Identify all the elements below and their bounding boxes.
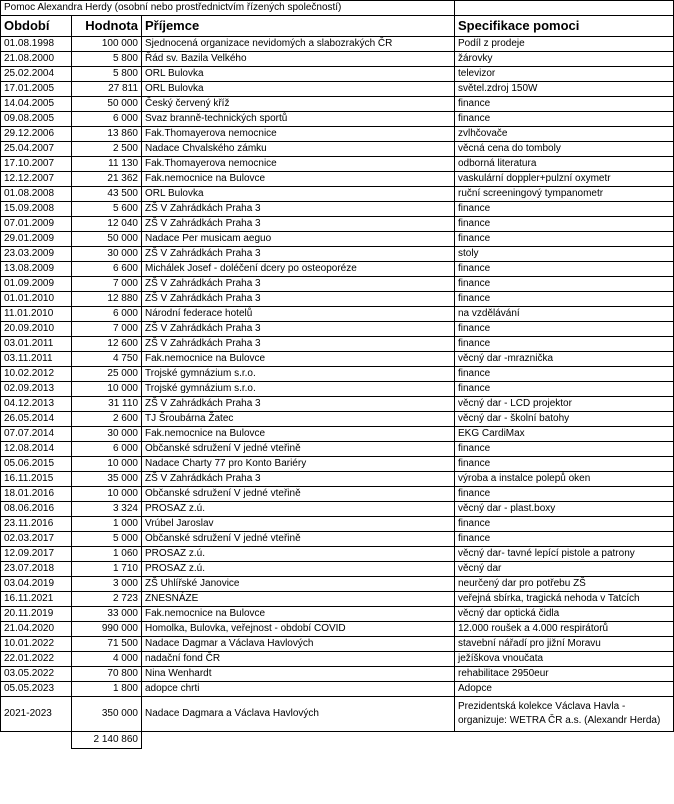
cell-value: 11 130 [72, 157, 142, 172]
cell-value: 13 860 [72, 127, 142, 142]
cell-spec: věcná cena do tomboly [455, 142, 674, 157]
cell-value: 7 000 [72, 322, 142, 337]
table-row [1, 457, 674, 472]
cell-period: 12.12.2007 [1, 172, 72, 187]
cell-recipient: ZŠ V Zahrádkách Praha 3 [142, 322, 455, 337]
cell-spec: žárovky [455, 52, 674, 67]
cell-value: 350 000 [72, 697, 142, 732]
cell-recipient: ORL Bulovka [142, 82, 455, 97]
table-row [1, 622, 674, 637]
cell-value: 1 710 [72, 562, 142, 577]
cell-value: 10 000 [72, 382, 142, 397]
cell-spec: Podíl z prodeje [455, 37, 674, 52]
cell-spec: věcný dar - školní batohy [455, 412, 674, 427]
cell-recipient: Homolka, Bulovka, veřejnost - období COVID [142, 622, 455, 637]
cell-value: 100 000 [72, 37, 142, 52]
cell-value: 5 800 [72, 52, 142, 67]
cell-period: 01.09.2009 [1, 277, 72, 292]
cell-value: 30 000 [72, 427, 142, 442]
cell-recipient: nadační fond ČR [142, 652, 455, 667]
cell-period: 05.05.2023 [1, 682, 72, 697]
cell-recipient: ZŠ V Zahrádkách Praha 3 [142, 292, 455, 307]
cell-period: 23.03.2009 [1, 247, 72, 262]
cell-recipient: Občanské sdružení V jedné vteřině [142, 487, 455, 502]
cell-recipient: Nadace Charty 77 pro Konto Bariéry [142, 457, 455, 472]
cell-value: 25 000 [72, 367, 142, 382]
cell-value: 6 000 [72, 442, 142, 457]
cell-value: 6 000 [72, 112, 142, 127]
cell-recipient: PROSAZ z.ú. [142, 547, 455, 562]
cell-period: 10.02.2012 [1, 367, 72, 382]
cell-recipient: ZŠ V Zahrádkách Praha 3 [142, 397, 455, 412]
cell-period: 15.09.2008 [1, 202, 72, 217]
cell-value: 12 880 [72, 292, 142, 307]
table-row [1, 322, 674, 337]
cell-spec: stavební nářadí pro jižní Moravu [455, 637, 674, 652]
cell-recipient: ORL Bulovka [142, 187, 455, 202]
cell-recipient: adopce chrti [142, 682, 455, 697]
cell-recipient: ZŠ V Zahrádkách Praha 3 [142, 247, 455, 262]
cell-period: 17.10.2007 [1, 157, 72, 172]
cell-value: 7 000 [72, 277, 142, 292]
cell-recipient: Fak.nemocnice na Bulovce [142, 172, 455, 187]
cell-period: 03.01.2011 [1, 337, 72, 352]
table-row [1, 472, 674, 487]
cell-value: 5 600 [72, 202, 142, 217]
cell-value: 2 723 [72, 592, 142, 607]
cell-period: 17.01.2005 [1, 82, 72, 97]
table-row [1, 202, 674, 217]
total-blank-cell [142, 732, 674, 749]
cell-spec: finance [455, 232, 674, 247]
cell-period: 20.11.2019 [1, 607, 72, 622]
cell-spec: 12.000 roušek a 4.000 respirátorů [455, 622, 674, 637]
table-row [1, 127, 674, 142]
cell-value: 12 040 [72, 217, 142, 232]
cell-period: 12.08.2014 [1, 442, 72, 457]
cell-recipient: Fak.nemocnice na Bulovce [142, 607, 455, 622]
cell-spec: světel.zdroj 150W [455, 82, 674, 97]
cell-spec: výroba a instalce polepů oken [455, 472, 674, 487]
cell-value: 70 800 [72, 667, 142, 682]
cell-spec: rehabilitace 2950eur [455, 667, 674, 682]
cell-value: 12 600 [72, 337, 142, 352]
cell-spec: na vzdělávání [455, 307, 674, 322]
cell-spec: finance [455, 97, 674, 112]
cell-spec: finance [455, 277, 674, 292]
cell-value: 990 000 [72, 622, 142, 637]
cell-period: 21.04.2020 [1, 622, 72, 637]
total-blank-cell [1, 732, 72, 749]
cell-recipient: Nadace Per musicam aeguo [142, 232, 455, 247]
table-row [1, 397, 674, 412]
table-row [1, 652, 674, 667]
table-row [1, 142, 674, 157]
cell-recipient: Národní federace hotelů [142, 307, 455, 322]
cell-value: 3 324 [72, 502, 142, 517]
caption-blank-cell [455, 1, 674, 16]
table-row-last [1, 697, 674, 732]
table-row [1, 262, 674, 277]
cell-value: 3 000 [72, 577, 142, 592]
cell-recipient: Trojské gymnázium s.r.o. [142, 382, 455, 397]
cell-spec: finance [455, 517, 674, 532]
cell-value: 50 000 [72, 232, 142, 247]
cell-value: 35 000 [72, 472, 142, 487]
cell-recipient: ZŠ V Zahrádkách Praha 3 [142, 472, 455, 487]
cell-period: 05.06.2015 [1, 457, 72, 472]
table-row [1, 187, 674, 202]
cell-period: 2021-2023 [1, 697, 72, 732]
cell-period: 16.11.2015 [1, 472, 72, 487]
cell-period: 07.01.2009 [1, 217, 72, 232]
cell-period: 07.07.2014 [1, 427, 72, 442]
cell-recipient: ZŠ V Zahrádkách Praha 3 [142, 217, 455, 232]
cell-spec: veřejná sbírka, tragická nehoda v Tatcích [455, 592, 674, 607]
cell-recipient: Občanské sdružení V jedné vteřině [142, 442, 455, 457]
cell-spec: věcný dar -mraznička [455, 352, 674, 367]
cell-spec: finance [455, 202, 674, 217]
table-row [1, 382, 674, 397]
table-row [1, 682, 674, 697]
cell-recipient: Český červený kříž [142, 97, 455, 112]
cell-period: 01.01.2010 [1, 292, 72, 307]
cell-recipient: Fak.nemocnice na Bulovce [142, 427, 455, 442]
cell-spec: finance [455, 442, 674, 457]
cell-value: 71 500 [72, 637, 142, 652]
cell-spec: ruční screeningový tympanometr [455, 187, 674, 202]
cell-spec: Adopce [455, 682, 674, 697]
cell-period: 08.06.2016 [1, 502, 72, 517]
cell-value: 4 750 [72, 352, 142, 367]
cell-recipient: Trojské gymnázium s.r.o. [142, 367, 455, 382]
cell-value: 5 000 [72, 532, 142, 547]
table-row [1, 277, 674, 292]
table-row [1, 337, 674, 352]
cell-recipient: ZŠ V Zahrádkách Praha 3 [142, 337, 455, 352]
cell-recipient: ZNESNÁZE [142, 592, 455, 607]
table-row [1, 592, 674, 607]
table-row [1, 562, 674, 577]
table-row [1, 232, 674, 247]
header-row [1, 16, 674, 37]
cell-value: 31 110 [72, 397, 142, 412]
table-row [1, 112, 674, 127]
cell-period: 16.11.2021 [1, 592, 72, 607]
table-row [1, 97, 674, 112]
cell-spec: vaskulární doppler+pulzní oxymetr [455, 172, 674, 187]
table-row [1, 547, 674, 562]
cell-spec: věcný dar - LCD projektor [455, 397, 674, 412]
cell-value: 1 060 [72, 547, 142, 562]
cell-spec: Prezidentská kolekce Václava Havla - organizuje: WETRA ČR a.s. (Alexandr Herda) [455, 697, 674, 732]
table-row [1, 247, 674, 262]
cell-period: 18.01.2016 [1, 487, 72, 502]
cell-value: 21 362 [72, 172, 142, 187]
cell-period: 29.12.2006 [1, 127, 72, 142]
cell-period: 11.01.2010 [1, 307, 72, 322]
cell-recipient: ZŠ Uhlířské Janovice [142, 577, 455, 592]
cell-recipient: Sjednocená organizace nevidomých a slabozrakých ČR [142, 37, 455, 52]
caption-row [1, 1, 674, 16]
table-caption: Pomoc Alexandra Herdy (osobní nebo prostřednictvím řízených společností) [1, 1, 455, 16]
cell-spec: věcný dar- tavné lepící pistole a patrony [455, 547, 674, 562]
cell-period: 13.08.2009 [1, 262, 72, 277]
cell-period: 20.09.2010 [1, 322, 72, 337]
cell-value: 2 600 [72, 412, 142, 427]
cell-value: 6 600 [72, 262, 142, 277]
table-row [1, 637, 674, 652]
table-row [1, 292, 674, 307]
table-row [1, 67, 674, 82]
cell-value: 1 000 [72, 517, 142, 532]
table-row [1, 607, 674, 622]
cell-recipient: Fak.Thomayerova nemocnice [142, 127, 455, 142]
cell-recipient: Fak.nemocnice na Bulovce [142, 352, 455, 367]
cell-period: 14.04.2005 [1, 97, 72, 112]
table-row [1, 82, 674, 97]
cell-value: 33 000 [72, 607, 142, 622]
cell-period: 22.01.2022 [1, 652, 72, 667]
cell-period: 02.03.2017 [1, 532, 72, 547]
table-row [1, 577, 674, 592]
cell-recipient: Nadace Dagmara a Václava Havlových [142, 697, 455, 732]
cell-period: 03.11.2011 [1, 352, 72, 367]
cell-spec: stoly [455, 247, 674, 262]
table-row [1, 172, 674, 187]
cell-spec: finance [455, 322, 674, 337]
cell-spec: finance [455, 487, 674, 502]
cell-spec: neurčený dar pro potřebu ZŠ [455, 577, 674, 592]
cell-recipient: PROSAZ z.ú. [142, 502, 455, 517]
cell-spec: finance [455, 337, 674, 352]
table-row [1, 412, 674, 427]
table-row [1, 157, 674, 172]
cell-period: 04.12.2013 [1, 397, 72, 412]
cell-recipient: Nina Wenhardt [142, 667, 455, 682]
header-spec: Specifikace pomoci [455, 16, 674, 37]
cell-period: 25.02.2004 [1, 67, 72, 82]
cell-period: 01.08.2008 [1, 187, 72, 202]
cell-recipient: Vrúbel Jaroslav [142, 517, 455, 532]
cell-spec: zvlhčovače [455, 127, 674, 142]
cell-period: 26.05.2014 [1, 412, 72, 427]
cell-value: 1 800 [72, 682, 142, 697]
header-value: Hodnota [72, 16, 142, 37]
cell-value: 43 500 [72, 187, 142, 202]
cell-spec: ježíškova vnoučata [455, 652, 674, 667]
cell-value: 10 000 [72, 457, 142, 472]
cell-spec: finance [455, 367, 674, 382]
table-row [1, 487, 674, 502]
cell-value: 50 000 [72, 97, 142, 112]
cell-recipient: Nadace Chvalského zámku [142, 142, 455, 157]
cell-value: 27 811 [72, 82, 142, 97]
total-value: 2 140 860 [72, 732, 142, 749]
cell-value: 5 800 [72, 67, 142, 82]
cell-spec: věcný dar optická čidla [455, 607, 674, 622]
cell-spec: finance [455, 217, 674, 232]
cell-spec: finance [455, 112, 674, 127]
cell-period: 12.09.2017 [1, 547, 72, 562]
cell-recipient: ORL Bulovka [142, 67, 455, 82]
cell-value: 4 000 [72, 652, 142, 667]
table-row [1, 532, 674, 547]
cell-value: 6 000 [72, 307, 142, 322]
cell-period: 03.04.2019 [1, 577, 72, 592]
cell-spec: finance [455, 457, 674, 472]
cell-recipient: Svaz branně-technických sportů [142, 112, 455, 127]
cell-spec: finance [455, 532, 674, 547]
cell-recipient: ZŠ V Zahrádkách Praha 3 [142, 277, 455, 292]
table-row [1, 502, 674, 517]
cell-spec: finance [455, 292, 674, 307]
cell-period: 25.04.2007 [1, 142, 72, 157]
cell-period: 01.08.1998 [1, 37, 72, 52]
table-row [1, 52, 674, 67]
table-row [1, 442, 674, 457]
table-row [1, 667, 674, 682]
cell-period: 23.07.2018 [1, 562, 72, 577]
cell-recipient: Fak.Thomayerova nemocnice [142, 157, 455, 172]
total-row [1, 732, 674, 749]
cell-value: 2 500 [72, 142, 142, 157]
cell-period: 23.11.2016 [1, 517, 72, 532]
table-row [1, 427, 674, 442]
cell-recipient: Řád sv. Bazila Velkého [142, 52, 455, 67]
cell-recipient: Michálek Josef - doléčení dcery po osteoporéze [142, 262, 455, 277]
cell-spec: věcný dar [455, 562, 674, 577]
header-period: Období [1, 16, 72, 37]
cell-period: 29.01.2009 [1, 232, 72, 247]
table-row [1, 307, 674, 322]
cell-period: 10.01.2022 [1, 637, 72, 652]
table-row [1, 517, 674, 532]
table-row [1, 352, 674, 367]
cell-recipient: PROSAZ z.ú. [142, 562, 455, 577]
cell-spec: finance [455, 382, 674, 397]
table-row [1, 37, 674, 52]
cell-spec: odborná literatura [455, 157, 674, 172]
cell-recipient: TJ Šroubárna Žatec [142, 412, 455, 427]
header-recipient: Příjemce [142, 16, 455, 37]
cell-value: 10 000 [72, 487, 142, 502]
cell-recipient: Nadace Dagmar a Václava Havlových [142, 637, 455, 652]
cell-recipient: ZŠ V Zahrádkách Praha 3 [142, 202, 455, 217]
cell-value: 30 000 [72, 247, 142, 262]
cell-period: 21.08.2000 [1, 52, 72, 67]
cell-spec: televizor [455, 67, 674, 82]
cell-recipient: Občanské sdružení V jedné vteřině [142, 532, 455, 547]
cell-spec: věcný dar - plast.boxy [455, 502, 674, 517]
cell-spec: EKG CardiMax [455, 427, 674, 442]
cell-period: 09.08.2005 [1, 112, 72, 127]
cell-period: 02.09.2013 [1, 382, 72, 397]
table-row [1, 367, 674, 382]
cell-spec: finance [455, 262, 674, 277]
cell-period: 03.05.2022 [1, 667, 72, 682]
table-row [1, 217, 674, 232]
